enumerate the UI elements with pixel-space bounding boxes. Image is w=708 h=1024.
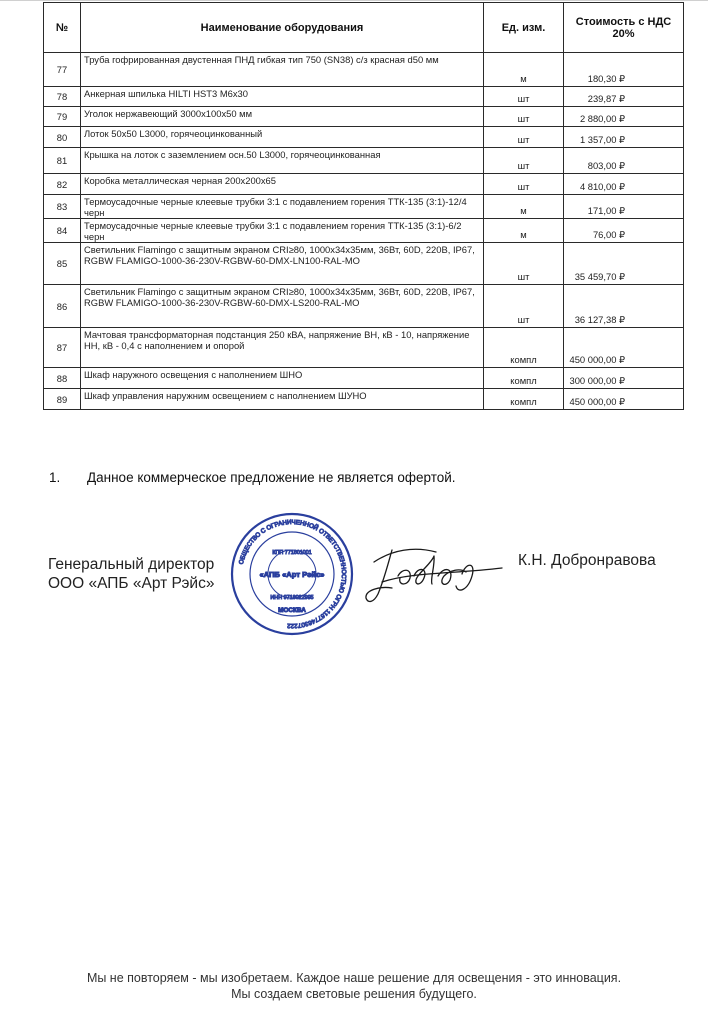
row-name: Коробка металлическая черная 200х200х65 (81, 174, 484, 195)
row-price: 450 000,00 ₽ (564, 389, 684, 410)
row-number: 77 (44, 53, 81, 87)
table-row (44, 243, 684, 285)
company-stamp (229, 511, 355, 637)
row-price: 171,00 ₽ (564, 195, 684, 219)
handwritten-signature (362, 532, 512, 608)
row-number: 87 (44, 328, 81, 368)
note-number: 1. (49, 470, 61, 485)
note-text: Данное коммерческое предложение не является офертой. (87, 470, 456, 485)
table-row (44, 107, 684, 127)
row-unit: шт (484, 148, 564, 174)
row-price: 4 810,00 ₽ (564, 174, 684, 195)
row-number: 84 (44, 219, 81, 243)
signatory-position (48, 555, 214, 593)
row-name: Термоусадочные черные клеевые трубки 3:1 с подавлением горения ТТК-135 (3:1)-6/2 черн (81, 219, 484, 243)
table-row (44, 368, 684, 389)
row-unit: компл (484, 328, 564, 368)
row-name: Светильник Flamingo с защитным экраном CRI≥80, 1000х34х35мм, 36Вт, 60D, 220В, IP67, RGBW FLAMIGO-1000-36-230V-RGBW-60-DMX-LN100-RAL-MO (81, 243, 484, 285)
header-name: Наименование оборудования (81, 3, 484, 53)
table-row (44, 127, 684, 148)
row-unit: шт (484, 243, 564, 285)
row-price: 239,87 ₽ (564, 87, 684, 107)
row-number: 88 (44, 368, 81, 389)
row-number: 79 (44, 107, 81, 127)
row-number: 80 (44, 127, 81, 148)
row-unit: м (484, 195, 564, 219)
table-row (44, 328, 684, 368)
company-name: ООО «АПБ «Арт Рэйс» (48, 575, 215, 592)
position-title: Генеральный директор (48, 556, 215, 573)
table-row (44, 219, 684, 243)
table-row (44, 389, 684, 410)
row-price: 180,30 ₽ (564, 53, 684, 87)
table-row (44, 285, 684, 328)
header-unit: Ед. изм. (484, 3, 564, 53)
row-number: 86 (44, 285, 81, 328)
row-number: 85 (44, 243, 81, 285)
row-name: Термоусадочные черные клеевые трубки 3:1 с подавлением горения ТТК-135 (3:1)-12/4 черн (81, 195, 484, 219)
table-row (44, 87, 684, 107)
row-name: Крышка на лоток с заземлением осн.50 L3000, горячеоцинкованная (81, 148, 484, 174)
row-name: Труба гофрированная двустенная ПНД гибкая тип 750 (SN38) с/з красная d50 мм (81, 53, 484, 87)
signatory-name: К.Н. Добронравова (518, 552, 656, 569)
row-number: 89 (44, 389, 81, 410)
row-price: 2 880,00 ₽ (564, 107, 684, 127)
row-price: 36 127,38 ₽ (564, 285, 684, 328)
table-row (44, 53, 684, 87)
row-name: Анкерная шпилька HILTI HST3 М6х30 (81, 87, 484, 107)
row-name: Шкаф наружного освещения с наполнением ШНО (81, 368, 484, 389)
row-name: Шкаф управления наружним освещением с наполнением ШУНО (81, 389, 484, 410)
stamp-city: МОСКВА (278, 607, 306, 614)
stamp-center-text: «АПБ «Арт Рэйс» (259, 570, 325, 579)
table-row (44, 195, 684, 219)
row-price: 35 459,70 ₽ (564, 243, 684, 285)
page-top-border (0, 0, 708, 1)
row-name: Уголок нержавеющий 3000х100х50 мм (81, 107, 484, 127)
row-price: 803,00 ₽ (564, 148, 684, 174)
table-row (44, 148, 684, 174)
row-price: 1 357,00 ₽ (564, 127, 684, 148)
row-unit: шт (484, 285, 564, 328)
row-unit: шт (484, 127, 564, 148)
row-unit: компл (484, 389, 564, 410)
note-item (49, 470, 456, 485)
row-price: 300 000,00 ₽ (564, 368, 684, 389)
row-unit: компл (484, 368, 564, 389)
row-unit: шт (484, 107, 564, 127)
table-header-row (44, 3, 684, 53)
footer-line-1: Мы не повторяем - мы изобретаем. Каждое наше решение для освещения - это инновация. (86, 971, 622, 985)
stamp-inn: ИНН 9718022995 (270, 595, 314, 601)
stamp-kpp: КПП 771801001 (272, 550, 312, 556)
row-name: Мачтовая трансформаторная подстанция 250 кВА, напряжение ВН, кВ - 10, напряжение НН, кВ - 0,4 с наполнением и опорой (81, 328, 484, 368)
row-unit: м (484, 219, 564, 243)
stamp-ring-text: ОБЩЕСТВО С ОГРАНИЧЕННОЙ ОТВЕТСТВЕННОСТЬЮ ОГРН 1167746307222 (237, 518, 348, 630)
row-number: 82 (44, 174, 81, 195)
row-name: Светильник Flamingo с защитным экраном CRI≥80, 1000х34х35мм, 36Вт, 60D, 220В, IP67, RGBW FLAMIGO-1000-36-230V-RGBW-60-DMX-LS200-RAL-MO (81, 285, 484, 328)
row-number: 78 (44, 87, 81, 107)
row-unit: шт (484, 87, 564, 107)
table-row (44, 174, 684, 195)
header-number: № (44, 3, 81, 53)
header-price: Стоимость с НДС 20% (564, 3, 684, 53)
row-price: 76,00 ₽ (564, 219, 684, 243)
row-price: 450 000,00 ₽ (564, 328, 684, 368)
row-number: 83 (44, 195, 81, 219)
footer-line-2: Мы создаем световые решения будущего. (231, 987, 477, 1001)
row-name: Лоток 50х50 L3000, горячеоцинкованный (81, 127, 484, 148)
equipment-table (43, 2, 684, 410)
row-number: 81 (44, 148, 81, 174)
row-unit: м (484, 53, 564, 87)
row-unit: шт (484, 174, 564, 195)
